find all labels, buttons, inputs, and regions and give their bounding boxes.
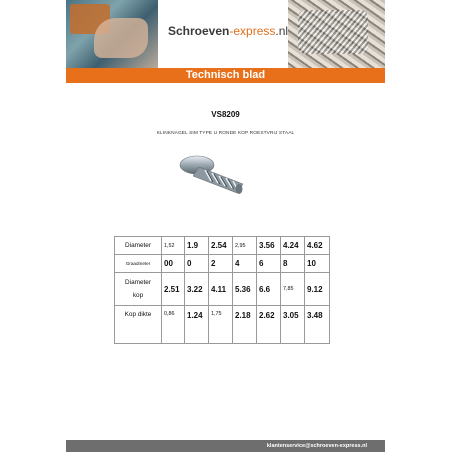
table-cell: 10 — [305, 255, 330, 273]
table-cell: 2.54 — [209, 237, 233, 255]
table-cell: 6 — [257, 255, 281, 273]
row-label-line2: kop — [132, 292, 144, 299]
table-cell: 4.24 — [281, 237, 305, 255]
footer-email-link[interactable]: klantenservice@schroeven-express.nl — [266, 443, 367, 449]
row-label: Kop dikte — [115, 306, 162, 344]
table-cell: 6.6 — [257, 273, 281, 306]
table-cell: 3.48 — [305, 306, 330, 344]
table-cell: 1,75 — [209, 306, 233, 344]
row-label: Graadmeter — [115, 255, 162, 273]
table-cell: 1,52 — [162, 237, 185, 255]
table-cell: 0,86 — [162, 306, 185, 344]
workshop-photo — [66, 0, 158, 68]
footer-bar — [66, 440, 385, 452]
table-cell: 2.62 — [257, 306, 281, 344]
table-row — [115, 306, 330, 344]
table-cell: 3.56 — [257, 237, 281, 255]
header-banner — [66, 0, 385, 68]
table-cell: 5.36 — [233, 273, 257, 306]
table-cell: 4.62 — [305, 237, 330, 255]
rivet-icon — [175, 150, 255, 205]
spec-table — [114, 236, 330, 344]
table-cell: 9.12 — [305, 273, 330, 306]
table-cell: 8 — [281, 255, 305, 273]
table-cell: 4.11 — [209, 273, 233, 306]
technical-sheet-bar: Technisch blad — [66, 68, 385, 83]
table-cell: 2.51 — [162, 273, 185, 306]
row-label — [115, 273, 162, 306]
site-logo — [168, 24, 288, 38]
table-cell: 3.22 — [185, 273, 209, 306]
table-cell: 3.05 — [281, 306, 305, 344]
product-description: KLINKNAGEL SIM TYPE U RONDE KOP ROESTVRIJ STAAL — [156, 131, 295, 136]
table-row — [115, 273, 330, 306]
row-label-line1: Diameter — [125, 279, 151, 286]
table-cell: 00 — [162, 255, 185, 273]
hand-image — [94, 18, 148, 58]
row-label: Diameter — [115, 237, 162, 255]
table-cell: 2,95 — [233, 237, 257, 255]
logo-tld: .nl — [275, 24, 289, 38]
screws-photo — [288, 0, 385, 68]
table-cell: 4 — [233, 255, 257, 273]
table-cell: 7,85 — [281, 273, 305, 306]
table-row — [115, 255, 330, 273]
screws-image — [298, 10, 368, 54]
table-cell: 0 — [185, 255, 209, 273]
logo-express: -express — [229, 24, 276, 38]
table-row — [115, 237, 330, 255]
table-cell: 1.24 — [185, 306, 209, 344]
table-cell: 2.18 — [233, 306, 257, 344]
table-cell: 1.9 — [185, 237, 209, 255]
logo-name: Schroeven — [168, 24, 230, 38]
product-code: VS8209 — [211, 110, 240, 119]
datasheet-page — [66, 0, 385, 452]
table-cell: 2 — [209, 255, 233, 273]
